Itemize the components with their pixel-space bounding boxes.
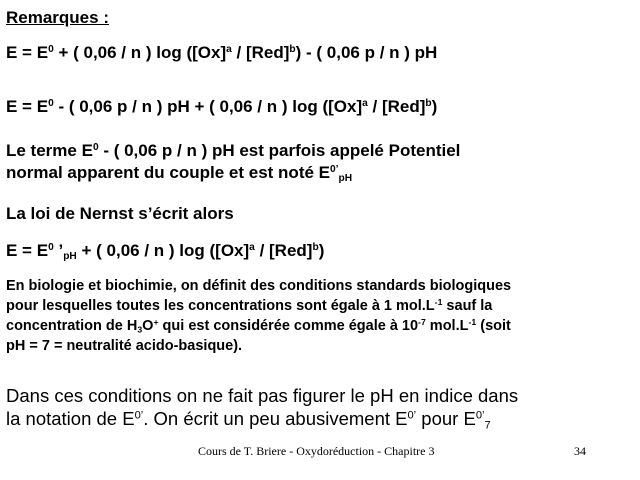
text-part: - ( 0,06 p / n ) pH est parfois appelé Potentiel: [98, 141, 461, 160]
eq3-part: ): [318, 241, 325, 260]
text-part: pour lesquelles toutes les concentrations sont égale à 1 mol.L: [6, 298, 435, 314]
text-part: pour E: [416, 408, 476, 429]
text-sub: pH: [338, 173, 353, 185]
text-sup: -1: [434, 296, 443, 307]
text-part: la notation de E: [6, 408, 135, 429]
text-part: Le terme E: [6, 141, 93, 160]
paragraph-line: pH = 7 = neutralité acido-basique).: [6, 338, 243, 354]
text-part: (soit: [476, 318, 511, 334]
page-number: 34: [574, 444, 586, 458]
eq3-sub: pH: [63, 251, 77, 263]
text-part: sauf la: [442, 298, 493, 314]
eq1-part: E = E: [6, 43, 49, 62]
heading: Remarques :: [6, 8, 109, 27]
eq3-sup: a: [249, 241, 255, 253]
eq1-part: / [Red]: [231, 43, 290, 62]
paragraph-line: [6, 162, 460, 184]
text-part: qui est considérée comme égale à 10: [158, 318, 419, 334]
conclusion-paragraph: [6, 384, 518, 430]
eq1-sup: a: [226, 43, 232, 55]
text-part: concentration de H: [6, 318, 138, 334]
eq1-part: + ( 0,06 / n ) log ([Ox]: [53, 43, 227, 62]
eq2-sup: 0: [48, 97, 54, 109]
eq1-part: ) - ( 0,06 p / n ) pH: [295, 43, 438, 62]
biological-standard-paragraph: [6, 276, 511, 356]
paragraph-line: [6, 316, 511, 336]
text-sup: -7: [418, 316, 426, 327]
eq3-part: ’: [53, 241, 64, 260]
text-sup: 0: [92, 141, 99, 153]
eq1-sup: b: [289, 43, 296, 55]
eq3-sup: b: [312, 241, 319, 253]
text-sub: 3: [137, 324, 143, 335]
text-part: mol.L: [425, 318, 469, 334]
eq2-sup: b: [425, 97, 432, 109]
paragraph-line: [6, 140, 460, 162]
eq2-part: - ( 0,06 p / n ) pH + ( 0,06 / n ) log ([Ox]: [53, 97, 363, 116]
text-sup: 0’: [134, 409, 144, 422]
paragraph-line: [6, 296, 511, 316]
text-sup: 0’: [330, 163, 339, 175]
nernst-intro: La loi de Nernst s’écrit alors: [6, 204, 234, 223]
equation-2: [6, 96, 437, 118]
eq3-part: + ( 0,06 / n ) log ([Ox]: [76, 241, 250, 260]
text-part: . On écrit un peu abusivement E: [143, 408, 408, 429]
eq3-part: / [Red]: [254, 241, 313, 260]
text-sup: -1: [468, 316, 477, 327]
footer-course-title: Cours de T. Briere - Oxydoréduction - Chapitre 3: [198, 444, 435, 458]
eq2-sup: a: [362, 97, 368, 109]
text-sup: 0’: [407, 409, 417, 422]
eq3-part: E = E: [6, 241, 49, 260]
paragraph-line: En biologie et biochimie, on définit des conditions standards biologiques: [6, 278, 512, 294]
paragraph-line: [6, 407, 518, 430]
text-sup: 0’: [475, 409, 485, 422]
equation-3: [6, 240, 324, 262]
eq1-sup: 0: [48, 43, 54, 55]
eq2-part: E = E: [6, 97, 49, 116]
apparent-potential-paragraph: [6, 140, 460, 184]
eq2-part: ): [431, 97, 438, 116]
text-part: O: [142, 318, 154, 334]
text-part: normal apparent du couple et est noté E: [6, 163, 330, 182]
eq2-part: / [Red]: [367, 97, 426, 116]
text-sub: 7: [484, 419, 491, 432]
text-sup: +: [153, 316, 159, 327]
paragraph-line: Dans ces conditions on ne fait pas figurer le pH en indice dans: [6, 385, 519, 406]
eq3-sup: 0: [48, 241, 54, 253]
equation-1: [6, 42, 437, 64]
